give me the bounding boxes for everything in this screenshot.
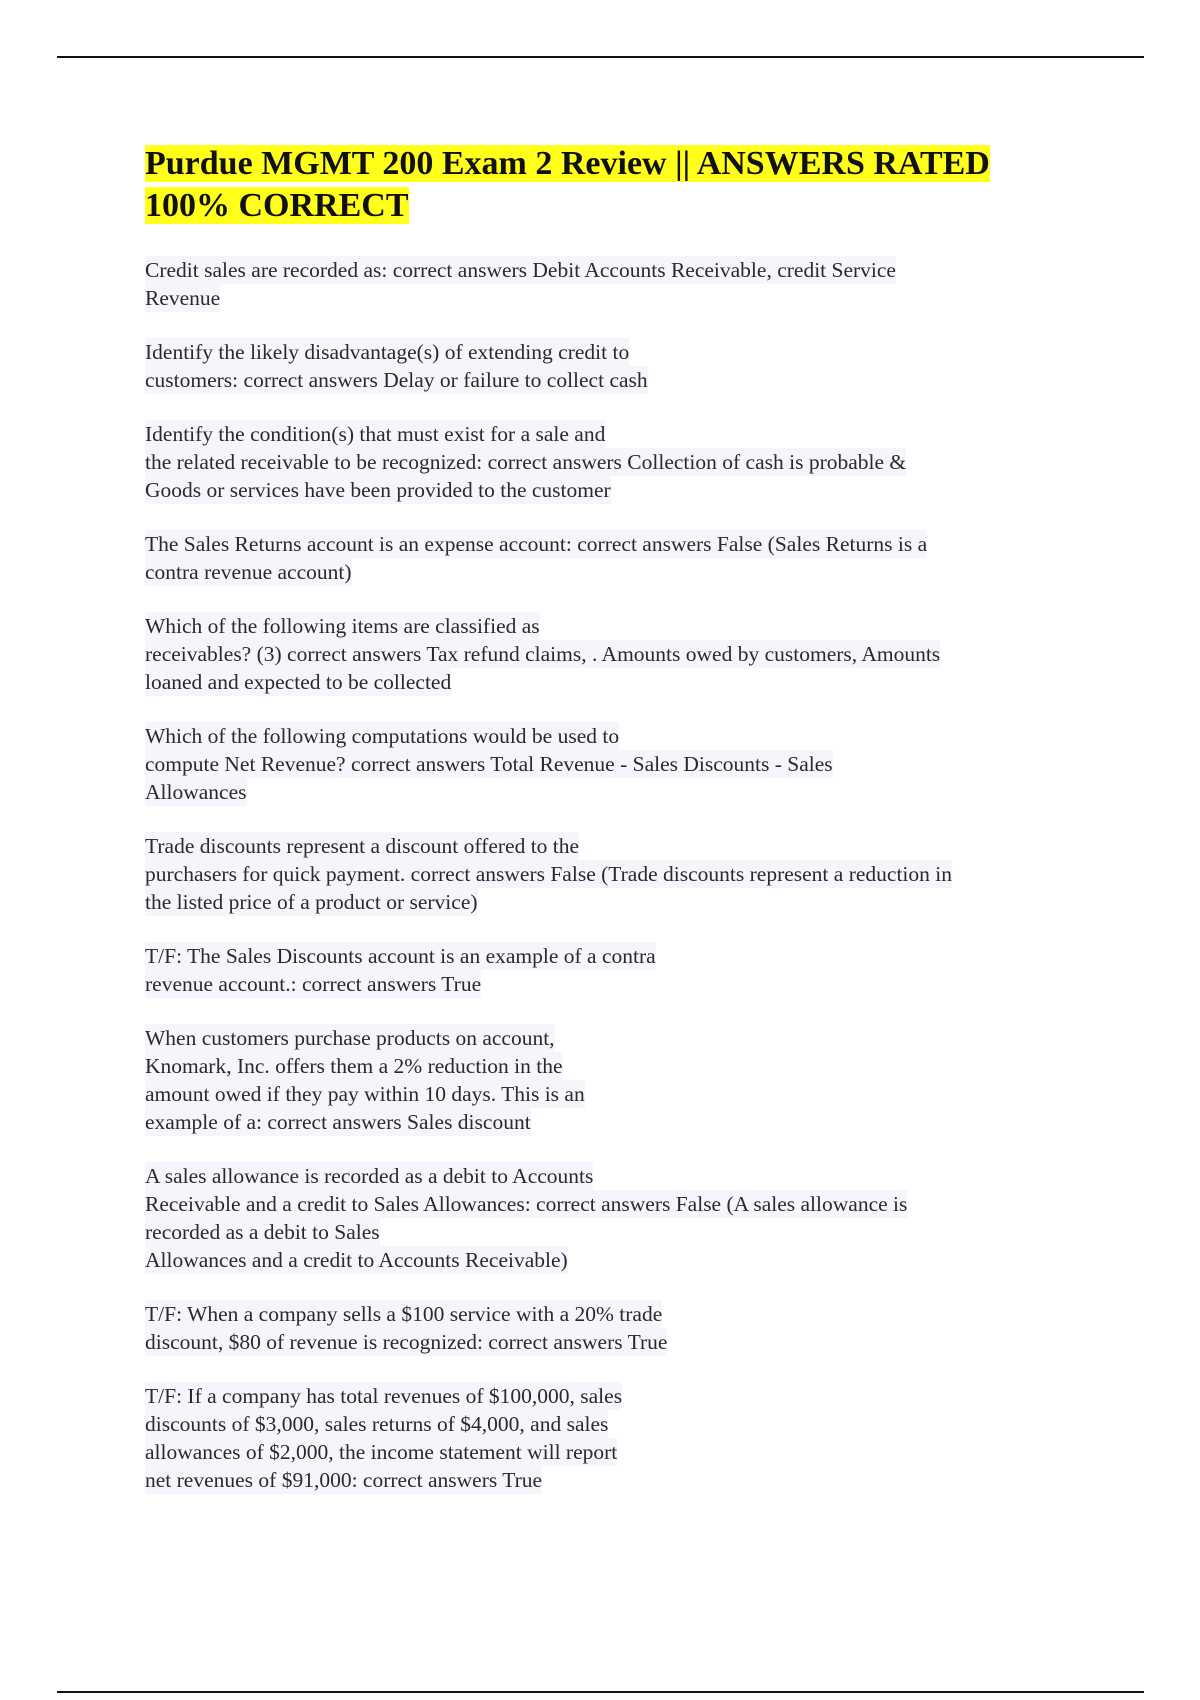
qa-item: [145, 832, 1075, 916]
qa-line: Trade discounts represent a discount offered to the: [145, 834, 580, 858]
qa-item: [145, 420, 1075, 504]
qa-line: Receivable and a credit to Sales Allowances: correct answers False (A sales allowance is: [145, 1192, 908, 1216]
qa-line: purchasers for quick payment. correct answers False (Trade discounts represent a reduction in: [145, 862, 952, 886]
qa-line: the related receivable to be recognized: correct answers Collection of cash is probable &: [145, 450, 907, 474]
document-title: [145, 143, 1065, 227]
qa-item: [145, 1162, 1075, 1274]
qa-line: T/F: When a company sells a $100 service with a 20% trade: [145, 1302, 663, 1326]
qa-line: customers: correct answers Delay or failure to collect cash: [145, 368, 648, 392]
qa-line: recorded as a debit to Sales: [145, 1220, 380, 1244]
qa-item: [145, 1382, 1075, 1494]
qa-line: discounts of $3,000, sales returns of $4,000, and sales: [145, 1412, 609, 1436]
top-divider: [57, 56, 1144, 58]
qa-line: When customers purchase products on account,: [145, 1026, 555, 1050]
qa-line: contra revenue account): [145, 560, 352, 584]
qa-item: [145, 1300, 1075, 1356]
qa-line: Which of the following computations would be used to: [145, 724, 620, 748]
qa-item: [145, 338, 1075, 394]
qa-line: Identify the likely disadvantage(s) of extending credit to: [145, 340, 630, 364]
title-line-2: 100% CORRECT: [145, 187, 409, 224]
qa-item: [145, 612, 1075, 696]
qa-line: example of a: correct answers Sales discount: [145, 1110, 531, 1134]
qa-line: Credit sales are recorded as: correct answers Debit Accounts Receivable, credit Service: [145, 258, 896, 282]
bottom-divider: [57, 1691, 1144, 1693]
qa-line: Identify the condition(s) that must exist for a sale and: [145, 422, 606, 446]
qa-line: Goods or services have been provided to the customer: [145, 478, 611, 502]
qa-line: amount owed if they pay within 10 days. This is an: [145, 1082, 585, 1106]
qa-item: [145, 942, 1075, 998]
qa-line: discount, $80 of revenue is recognized: correct answers True: [145, 1330, 668, 1354]
qa-item: [145, 256, 1075, 312]
qa-line: the listed price of a product or service): [145, 890, 478, 914]
qa-item: [145, 1024, 1075, 1136]
qa-item: [145, 722, 1075, 806]
qa-line: Which of the following items are classified as: [145, 614, 540, 638]
qa-line: net revenues of $91,000: correct answers True: [145, 1468, 543, 1492]
question-answer-list: [145, 256, 1075, 1520]
qa-line: Revenue: [145, 286, 221, 310]
qa-line: Allowances: [145, 780, 247, 804]
qa-line: loaned and expected to be collected: [145, 670, 452, 694]
qa-line: allowances of $2,000, the income statement will report: [145, 1440, 618, 1464]
qa-line: T/F: The Sales Discounts account is an example of a contra: [145, 944, 656, 968]
qa-item: [145, 530, 1075, 586]
qa-line: The Sales Returns account is an expense account: correct answers False (Sales Returns is a: [145, 532, 928, 556]
qa-line: T/F: If a company has total revenues of $100,000, sales: [145, 1384, 623, 1408]
qa-line: compute Net Revenue? correct answers Total Revenue - Sales Discounts - Sales: [145, 752, 833, 776]
qa-line: revenue account.: correct answers True: [145, 972, 482, 996]
qa-line: receivables? (3) correct answers Tax refund claims, . Amounts owed by customers, Amounts: [145, 642, 941, 666]
title-line-1: Purdue MGMT 200 Exam 2 Review || ANSWERS RATED: [145, 145, 990, 182]
qa-line: Allowances and a credit to Accounts Receivable): [145, 1248, 568, 1272]
qa-line: A sales allowance is recorded as a debit to Accounts: [145, 1164, 594, 1188]
qa-line: Knomark, Inc. offers them a 2% reduction in the: [145, 1054, 563, 1078]
